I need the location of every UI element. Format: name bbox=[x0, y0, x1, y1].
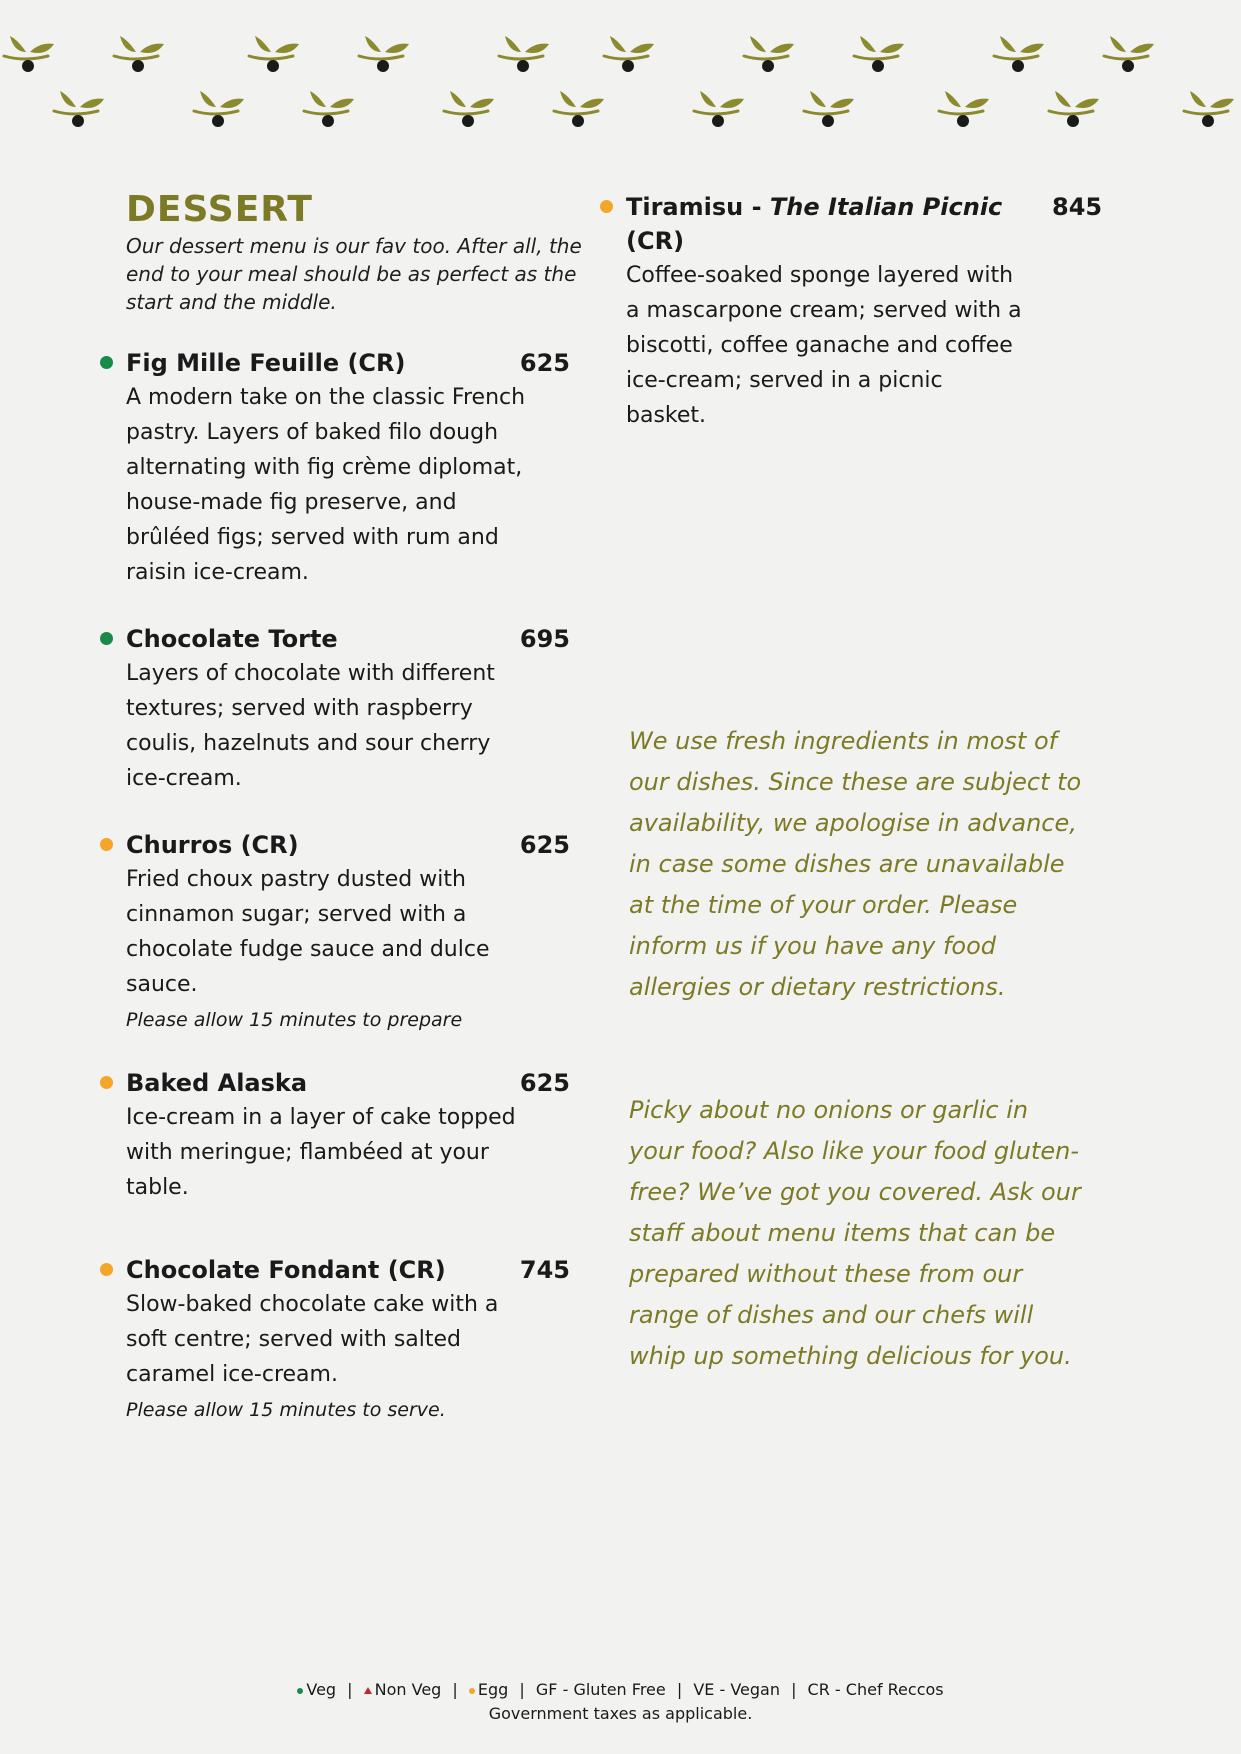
item-name: Baked Alaska bbox=[126, 1069, 308, 1097]
legend-separator: | bbox=[347, 1680, 353, 1699]
nonveg-legend-icon bbox=[364, 1687, 372, 1694]
olive-branch-icon bbox=[495, 30, 555, 80]
right-column bbox=[600, 190, 1103, 433]
menu-item-baked-alaska bbox=[100, 1066, 570, 1205]
legend-footer bbox=[0, 1678, 1241, 1726]
legend-separator: | bbox=[452, 1680, 458, 1699]
legend-nonveg: Non Veg bbox=[374, 1680, 442, 1699]
left-column bbox=[100, 189, 582, 1424]
egg-dot-icon bbox=[100, 838, 113, 851]
olive-branch-icon bbox=[935, 85, 995, 135]
egg-dot-icon bbox=[100, 1263, 113, 1276]
item-name: Fig Mille Feuille (CR) bbox=[126, 349, 406, 377]
olive-branch-icon bbox=[190, 85, 250, 135]
olive-branch-icon bbox=[110, 30, 170, 80]
legend-separator: | bbox=[791, 1680, 797, 1699]
menu-item-tiramisu bbox=[600, 190, 1103, 433]
legend-egg: Egg bbox=[477, 1680, 509, 1699]
item-description: A modern take on the classic French pastry. Layers of baked filo dough alternating with fig crème diplomat, house-made fig preserve, and brûléed figs; served with rum and raisin ice-cream. bbox=[126, 385, 526, 585]
legend-separator: | bbox=[519, 1680, 525, 1699]
menu-item-chocolate-fondant bbox=[100, 1253, 570, 1424]
olive-branch-icon bbox=[245, 30, 305, 80]
olive-branch-icon bbox=[990, 30, 1050, 80]
olive-branch-icon bbox=[300, 85, 360, 135]
item-description: Ice-cream in a layer of cake topped with meringue; flambéed at your table. bbox=[126, 1105, 516, 1200]
item-name-prefix: Tiramisu - bbox=[626, 193, 770, 221]
olive-branch-icon bbox=[1100, 30, 1160, 80]
item-name: Churros (CR) bbox=[126, 831, 299, 859]
item-price: 625 bbox=[519, 349, 570, 377]
item-description: Fried choux pastry dusted with cinnamon sugar; served with a chocolate fudge sauce and dulce sauce. bbox=[126, 867, 490, 997]
item-name-italic: The Italian Picnic bbox=[769, 193, 1003, 221]
veg-dot-icon bbox=[100, 356, 113, 369]
item-price: 695 bbox=[519, 625, 570, 653]
olive-branch-icon bbox=[1045, 85, 1105, 135]
veg-dot-icon bbox=[100, 632, 113, 645]
olive-branch-icon bbox=[740, 30, 800, 80]
olive-branch-icon bbox=[690, 85, 750, 135]
menu-item-chocolate-torte bbox=[100, 622, 570, 796]
dietary-legend bbox=[0, 1678, 1241, 1702]
item-note: Please allow 15 minutes to serve. bbox=[126, 1399, 446, 1421]
legend-vegan: VE - Vegan bbox=[693, 1680, 780, 1699]
olive-border-top-row bbox=[0, 30, 1241, 90]
egg-dot-icon bbox=[100, 1076, 113, 1089]
olive-branch-icon bbox=[850, 30, 910, 80]
olive-branch-icon bbox=[550, 85, 610, 135]
fresh-ingredients-notice: We use fresh ingredients in most of our dishes. Since these are subject to availability, we apologise in advance, in case some dishes are unavailable at the time of your order. Please inform us if you have any food allergies or dietary restrictions. bbox=[629, 727, 1082, 1001]
menu-item-fig-mille-feuille bbox=[100, 346, 570, 590]
item-name: Chocolate Torte bbox=[126, 625, 338, 653]
section-title: DESSERT bbox=[126, 189, 313, 230]
olive-branch-icon bbox=[440, 85, 500, 135]
item-name-suffix: (CR) bbox=[626, 227, 685, 255]
legend-separator: | bbox=[676, 1680, 683, 1699]
item-price: 625 bbox=[519, 1069, 570, 1097]
olive-branch-icon bbox=[0, 30, 60, 80]
olive-branch-icon bbox=[355, 30, 415, 80]
item-description: Coffee-soaked sponge layered with a mascarpone cream; served with a biscotti, coffee ganache and coffee ice-cream; served in a picnic basket. bbox=[626, 263, 1022, 428]
item-description: Slow-baked chocolate cake with a soft centre; served with salted caramel ice-cream. bbox=[126, 1292, 499, 1387]
menu-item-churros bbox=[100, 828, 570, 1034]
dietary-preferences-notice: Picky about no onions or garlic in your food? Also like your food gluten-free? We’ve got you covered. Ask our staff about menu items that can be prepared without these from our range of dishes and our chefs will whip up something delicious for you. bbox=[629, 1096, 1081, 1370]
olive-border-bottom-row bbox=[0, 85, 1241, 145]
legend-chef-reccos: CR - Chef Reccos bbox=[807, 1680, 944, 1699]
item-description: Layers of chocolate with different textures; served with raspberry coulis, hazelnuts and sour cherry ice-cream. bbox=[126, 661, 495, 791]
olive-branch-icon bbox=[1180, 85, 1240, 135]
legend-gluten-free: GF - Gluten Free bbox=[535, 1680, 666, 1699]
item-price: 845 bbox=[1052, 193, 1103, 221]
item-name bbox=[626, 190, 1006, 258]
item-price: 625 bbox=[519, 831, 570, 859]
egg-legend-icon bbox=[469, 1688, 475, 1694]
legend-veg: Veg bbox=[306, 1680, 337, 1699]
olive-branch-icon bbox=[50, 85, 110, 135]
taxes-note: Government taxes as applicable. bbox=[488, 1704, 753, 1723]
egg-dot-icon bbox=[600, 200, 613, 213]
olive-branch-icon bbox=[600, 30, 660, 80]
veg-legend-icon bbox=[297, 1688, 303, 1694]
item-price: 745 bbox=[519, 1256, 570, 1284]
item-name: Chocolate Fondant (CR) bbox=[126, 1256, 446, 1284]
section-intro: Our dessert menu is our fav too. After all, the end to your meal should be as perfect as the start and the middle. bbox=[126, 234, 582, 314]
olive-branch-icon bbox=[800, 85, 860, 135]
item-note: Please allow 15 minutes to prepare bbox=[126, 1009, 463, 1031]
